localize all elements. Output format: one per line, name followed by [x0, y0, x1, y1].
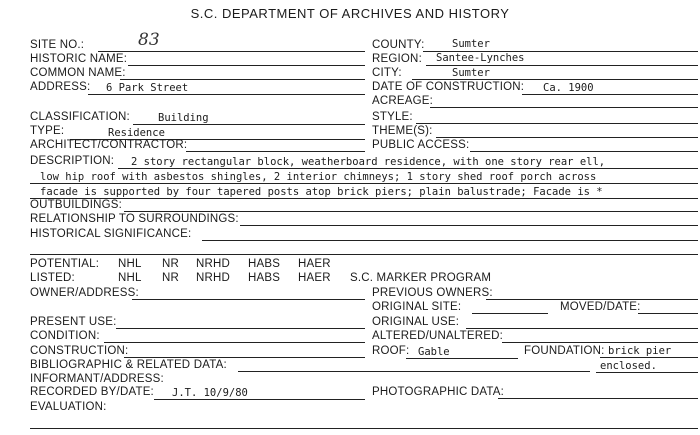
condition-label: CONDITION:	[30, 330, 100, 342]
foundation-label: FOUNDATION:	[524, 345, 605, 357]
potential-code-nrhd: NRHD	[196, 258, 231, 270]
recorded-by-label: RECORDED BY/DATE:	[30, 386, 154, 398]
description-line-2: low hip roof with asbestos shingles, 2 interior chimneys; 1 story shed roof porch across	[40, 171, 597, 183]
acreage-line	[430, 107, 698, 108]
relationship-line	[240, 225, 698, 226]
site-no-label: SITE NO.:	[30, 39, 85, 51]
listed-code-haer: HAER	[298, 272, 331, 284]
construction-label: CONSTRUCTION:	[30, 345, 129, 357]
region-value: Santee-Lynches	[436, 52, 525, 64]
bibliographic-line	[238, 371, 590, 372]
roof-line	[406, 358, 518, 359]
historical-significance-label: HISTORICAL SIGNIFICANCE:	[30, 228, 192, 240]
description-line-3: facade is supported by four tapered posts atop brick piers; plain balustrade; Facade is *	[40, 186, 603, 198]
listed-code-nrhd: NRHD	[196, 272, 231, 284]
historic-name-line	[128, 65, 365, 66]
informant-label: INFORMANT/ADDRESS:	[30, 373, 164, 385]
public-access-line	[470, 151, 698, 152]
acreage-label: ACREAGE:	[372, 95, 434, 107]
county-label: COUNTY:	[372, 39, 425, 51]
bibliographic-label: BIBLIOGRAPHIC & RELATED DATA:	[30, 359, 227, 371]
roof-value: Gable	[418, 346, 450, 358]
original-site-line	[472, 313, 548, 314]
style-label: STYLE:	[372, 111, 413, 123]
city-value: Sumter	[452, 67, 490, 79]
altered-unaltered-line	[502, 342, 698, 343]
description-line-1: 2 story rectangular block, weatherboard residence, with one story rear ell,	[131, 156, 606, 168]
present-use-line	[116, 328, 365, 329]
historic-name-label: HISTORIC NAME:	[30, 53, 128, 65]
owner-address-label: OWNER/ADDRESS:	[30, 287, 139, 299]
evaluation-label: EVALUATION:	[30, 401, 107, 413]
description-underline-2	[30, 183, 698, 184]
county-value: Sumter	[452, 38, 490, 50]
date-of-construction-value: Ca. 1900	[543, 82, 594, 94]
foundation-value-2: enclosed.	[600, 360, 657, 372]
address-line	[88, 94, 365, 95]
foundation-line-1	[600, 357, 698, 358]
roof-label: ROOF:	[372, 345, 410, 357]
recorded-by-line	[154, 399, 365, 400]
potential-code-nhl: NHL	[118, 258, 142, 270]
relationship-label: RELATIONSHIP TO SURROUNDINGS:	[30, 213, 239, 225]
bottom-line	[30, 428, 698, 429]
listed-code-habs: HABS	[248, 272, 281, 284]
common-name-label: COMMON NAME:	[30, 67, 126, 79]
previous-owners-label: PREVIOUS OWNERS:	[372, 287, 493, 299]
region-label: REGION:	[372, 53, 422, 65]
type-label: TYPE:	[30, 125, 65, 137]
type-value: Residence	[108, 127, 165, 139]
description-underline-1	[118, 168, 698, 169]
owner-address-line	[132, 299, 365, 300]
architect-label: ARCHITECT/CONTRACTOR:	[30, 139, 188, 151]
description-label: DESCRIPTION:	[30, 155, 115, 167]
potential-code-haer: HAER	[298, 258, 331, 270]
city-label: CITY:	[372, 67, 402, 79]
altered-unaltered-label: ALTERED/UNALTERED:	[372, 330, 503, 342]
original-use-label: ORIGINAL USE:	[372, 316, 460, 328]
foundation-value-1: brick pier	[608, 345, 672, 357]
region-line	[426, 65, 698, 66]
site-no-value: 83	[138, 30, 160, 50]
outbuildings-line	[124, 211, 698, 212]
historical-significance-line	[202, 240, 698, 241]
date-of-construction-line	[522, 94, 698, 95]
classification-label: CLASSIFICATION:	[30, 111, 130, 123]
description-underline-3	[30, 198, 698, 199]
outbuildings-label: OUTBUILDINGS:	[30, 199, 123, 211]
potential-label: POTENTIAL:	[30, 258, 100, 270]
recorded-by-value: J.T. 10/9/80	[172, 387, 248, 399]
address-value: 6 Park Street	[106, 82, 189, 94]
site-no-line	[98, 51, 365, 52]
present-use-label: PRESENT USE:	[30, 316, 117, 328]
common-name-line	[120, 79, 365, 80]
style-line	[416, 123, 698, 124]
listed-code-nhl: NHL	[118, 272, 142, 284]
section-divider	[30, 254, 698, 255]
date-of-construction-label: DATE OF CONSTRUCTION:	[372, 81, 525, 93]
listed-code-nr: NR	[162, 272, 180, 284]
form-title: S.C. DEPARTMENT OF ARCHIVES AND HISTORY	[190, 6, 510, 21]
potential-code-habs: HABS	[248, 258, 281, 270]
original-use-line	[466, 328, 698, 329]
foundation-line-2	[596, 372, 698, 373]
address-label: ADDRESS:	[30, 81, 91, 93]
classification-line	[133, 124, 365, 125]
city-line	[412, 79, 698, 80]
condition-line	[104, 342, 365, 343]
listed-label: LISTED:	[30, 272, 75, 284]
photographic-data-line	[498, 398, 698, 399]
previous-owners-line	[486, 299, 698, 300]
themes-label: THEME(S):	[372, 125, 433, 137]
moved-date-line	[638, 313, 698, 314]
moved-date-label: MOVED/DATE:	[560, 301, 641, 313]
photographic-data-label: PHOTOGRAPHIC DATA:	[372, 386, 505, 398]
potential-code-nr: NR	[162, 258, 180, 270]
themes-line	[436, 137, 698, 138]
architect-line	[186, 151, 365, 152]
original-site-label: ORIGINAL SITE:	[372, 301, 462, 313]
classification-value: Building	[158, 112, 209, 124]
public-access-label: PUBLIC ACCESS:	[372, 139, 470, 151]
construction-line	[124, 357, 365, 358]
marker-program-label: S.C. MARKER PROGRAM	[350, 272, 492, 284]
